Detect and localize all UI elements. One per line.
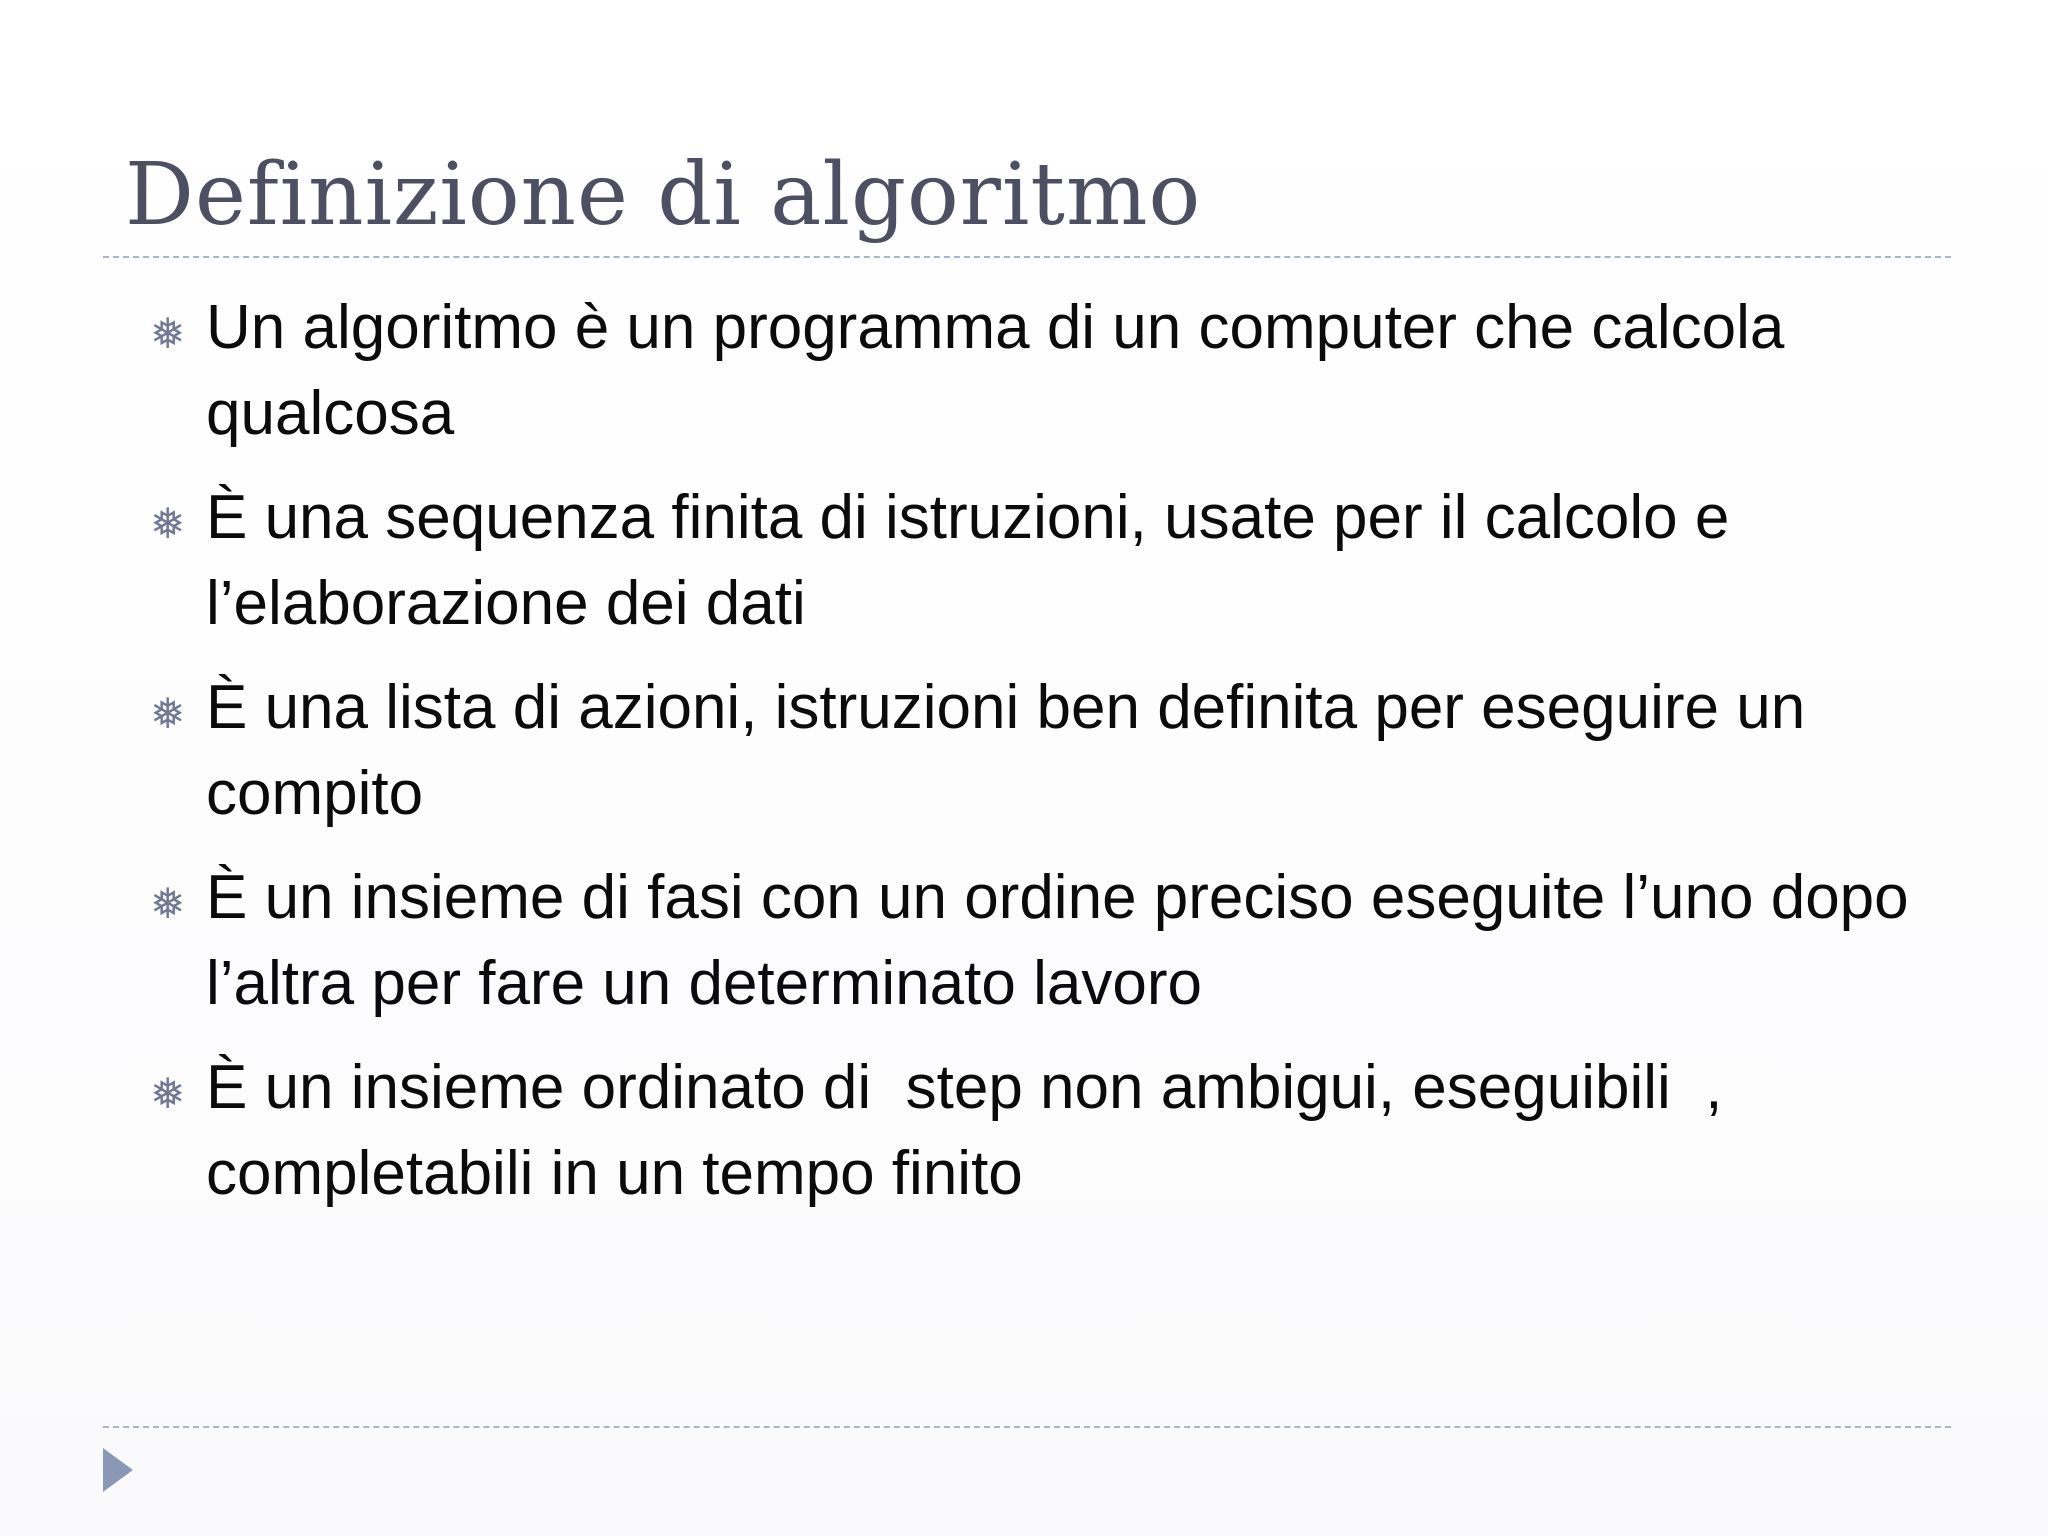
slide-title: Definizione di algoritmo xyxy=(125,145,1202,245)
snowflake-bullet-icon: ❅ xyxy=(150,689,186,738)
bullet-item xyxy=(150,475,1950,647)
play-triangle-icon[interactable] xyxy=(103,1448,133,1492)
bullet-text: Un algoritmo è un programma di un computer che calcola qualcosa xyxy=(206,293,1802,448)
snowflake-bullet-icon: ❅ xyxy=(150,879,186,928)
bullet-text: È un insieme ordinato di step non ambigui, eseguibili , completabili in un tempo finito xyxy=(206,1053,1740,1208)
bullet-list xyxy=(150,285,1950,1235)
snowflake-bullet-icon: ❅ xyxy=(150,499,186,548)
footer-divider xyxy=(103,1426,1951,1428)
bullet-item xyxy=(150,285,1950,457)
bullet-item xyxy=(150,1045,1950,1217)
bullet-item xyxy=(150,665,1950,837)
snowflake-bullet-icon: ❅ xyxy=(150,1069,186,1118)
bullet-text: È un insieme di fasi con un ordine preciso eseguite l’uno dopo l’altra per fare un determinato lavoro xyxy=(206,863,1926,1018)
snowflake-bullet-icon: ❅ xyxy=(150,309,186,358)
bullet-text: È una lista di azioni, istruzioni ben definita per eseguire un compito xyxy=(206,673,1823,828)
bullet-text: È una sequenza finita di istruzioni, usate per il calcolo e l’elaborazione dei dati xyxy=(206,483,1747,638)
bullet-item xyxy=(150,855,1950,1027)
title-divider xyxy=(103,256,1951,258)
